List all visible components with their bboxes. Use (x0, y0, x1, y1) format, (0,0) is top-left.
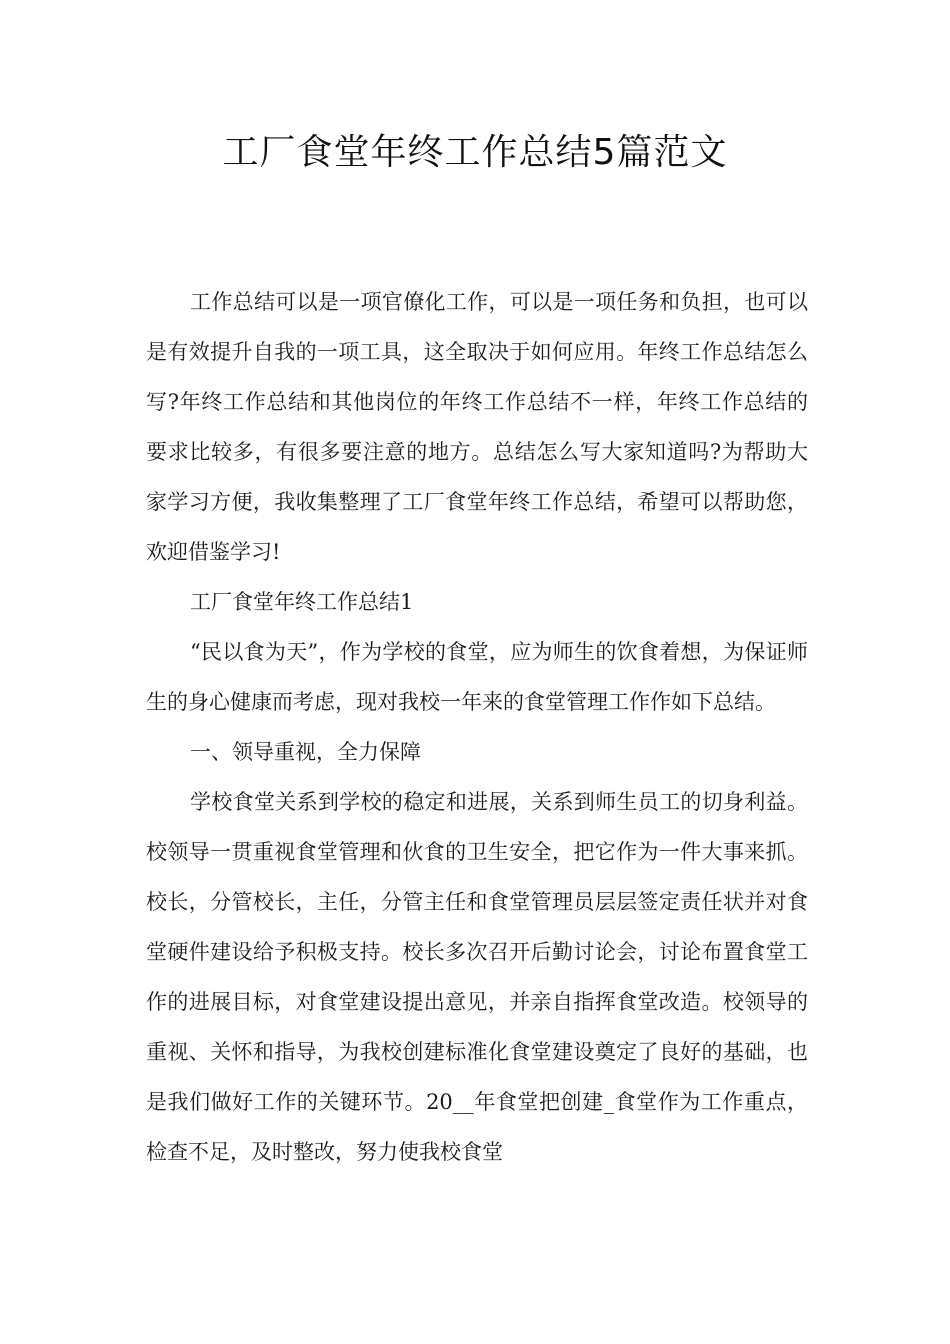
document-body (146, 277, 808, 1177)
section-heading-summary-1: 工厂食堂年终工作总结1 (190, 590, 414, 614)
leadership-paragraph: 学校食堂关系到学校的稳定和进展，关系到师生员工的切身利益。校领导一贯重视食堂管理和伙食的卫生安全，把它作为一件大事来抓。校长，分管校长，主任，分管主任和食堂管理员层层签定责任状并对食堂硬件建设给予积极支持。校长多次召开后勤讨论会，讨论布置食堂工作的进展目标，对食堂建设提出意见，并亲自指挥食堂改造。校领导的重视、关怀和指导，为我校创建标准化食堂建设奠定了良好的基础，也是我们做好工作的关键环节。20__年食堂把创建_食堂作为工作重点，检查不足，及时整改，努力使我校食堂 (146, 790, 808, 1164)
subheading-leadership: 一、领导重视，全力保障 (190, 740, 421, 764)
document-title: 工厂食堂年终工作总结5篇范文 (222, 132, 728, 173)
opening-paragraph: “民以食为天”，作为学校的食堂，应为师生的饮食着想，为保证师生的身心健康而考虑，现对我校一年来的食堂管理工作作如下总结。 (146, 640, 808, 714)
intro-paragraph: 工作总结可以是一项官僚化工作，可以是一项任务和负担，也可以是有效提升自我的一项工具，这全取决于如何应用。年终工作总结怎么写?年终工作总结和其他岗位的年终工作总结不一样，年终工作总结的要求比较多，有很多要注意的地方。总结怎么写大家知道吗?为帮助大家学习方便，我收集整理了工厂食堂年终工作总结，希望可以帮助您，欢迎借鉴学习! (146, 290, 808, 564)
